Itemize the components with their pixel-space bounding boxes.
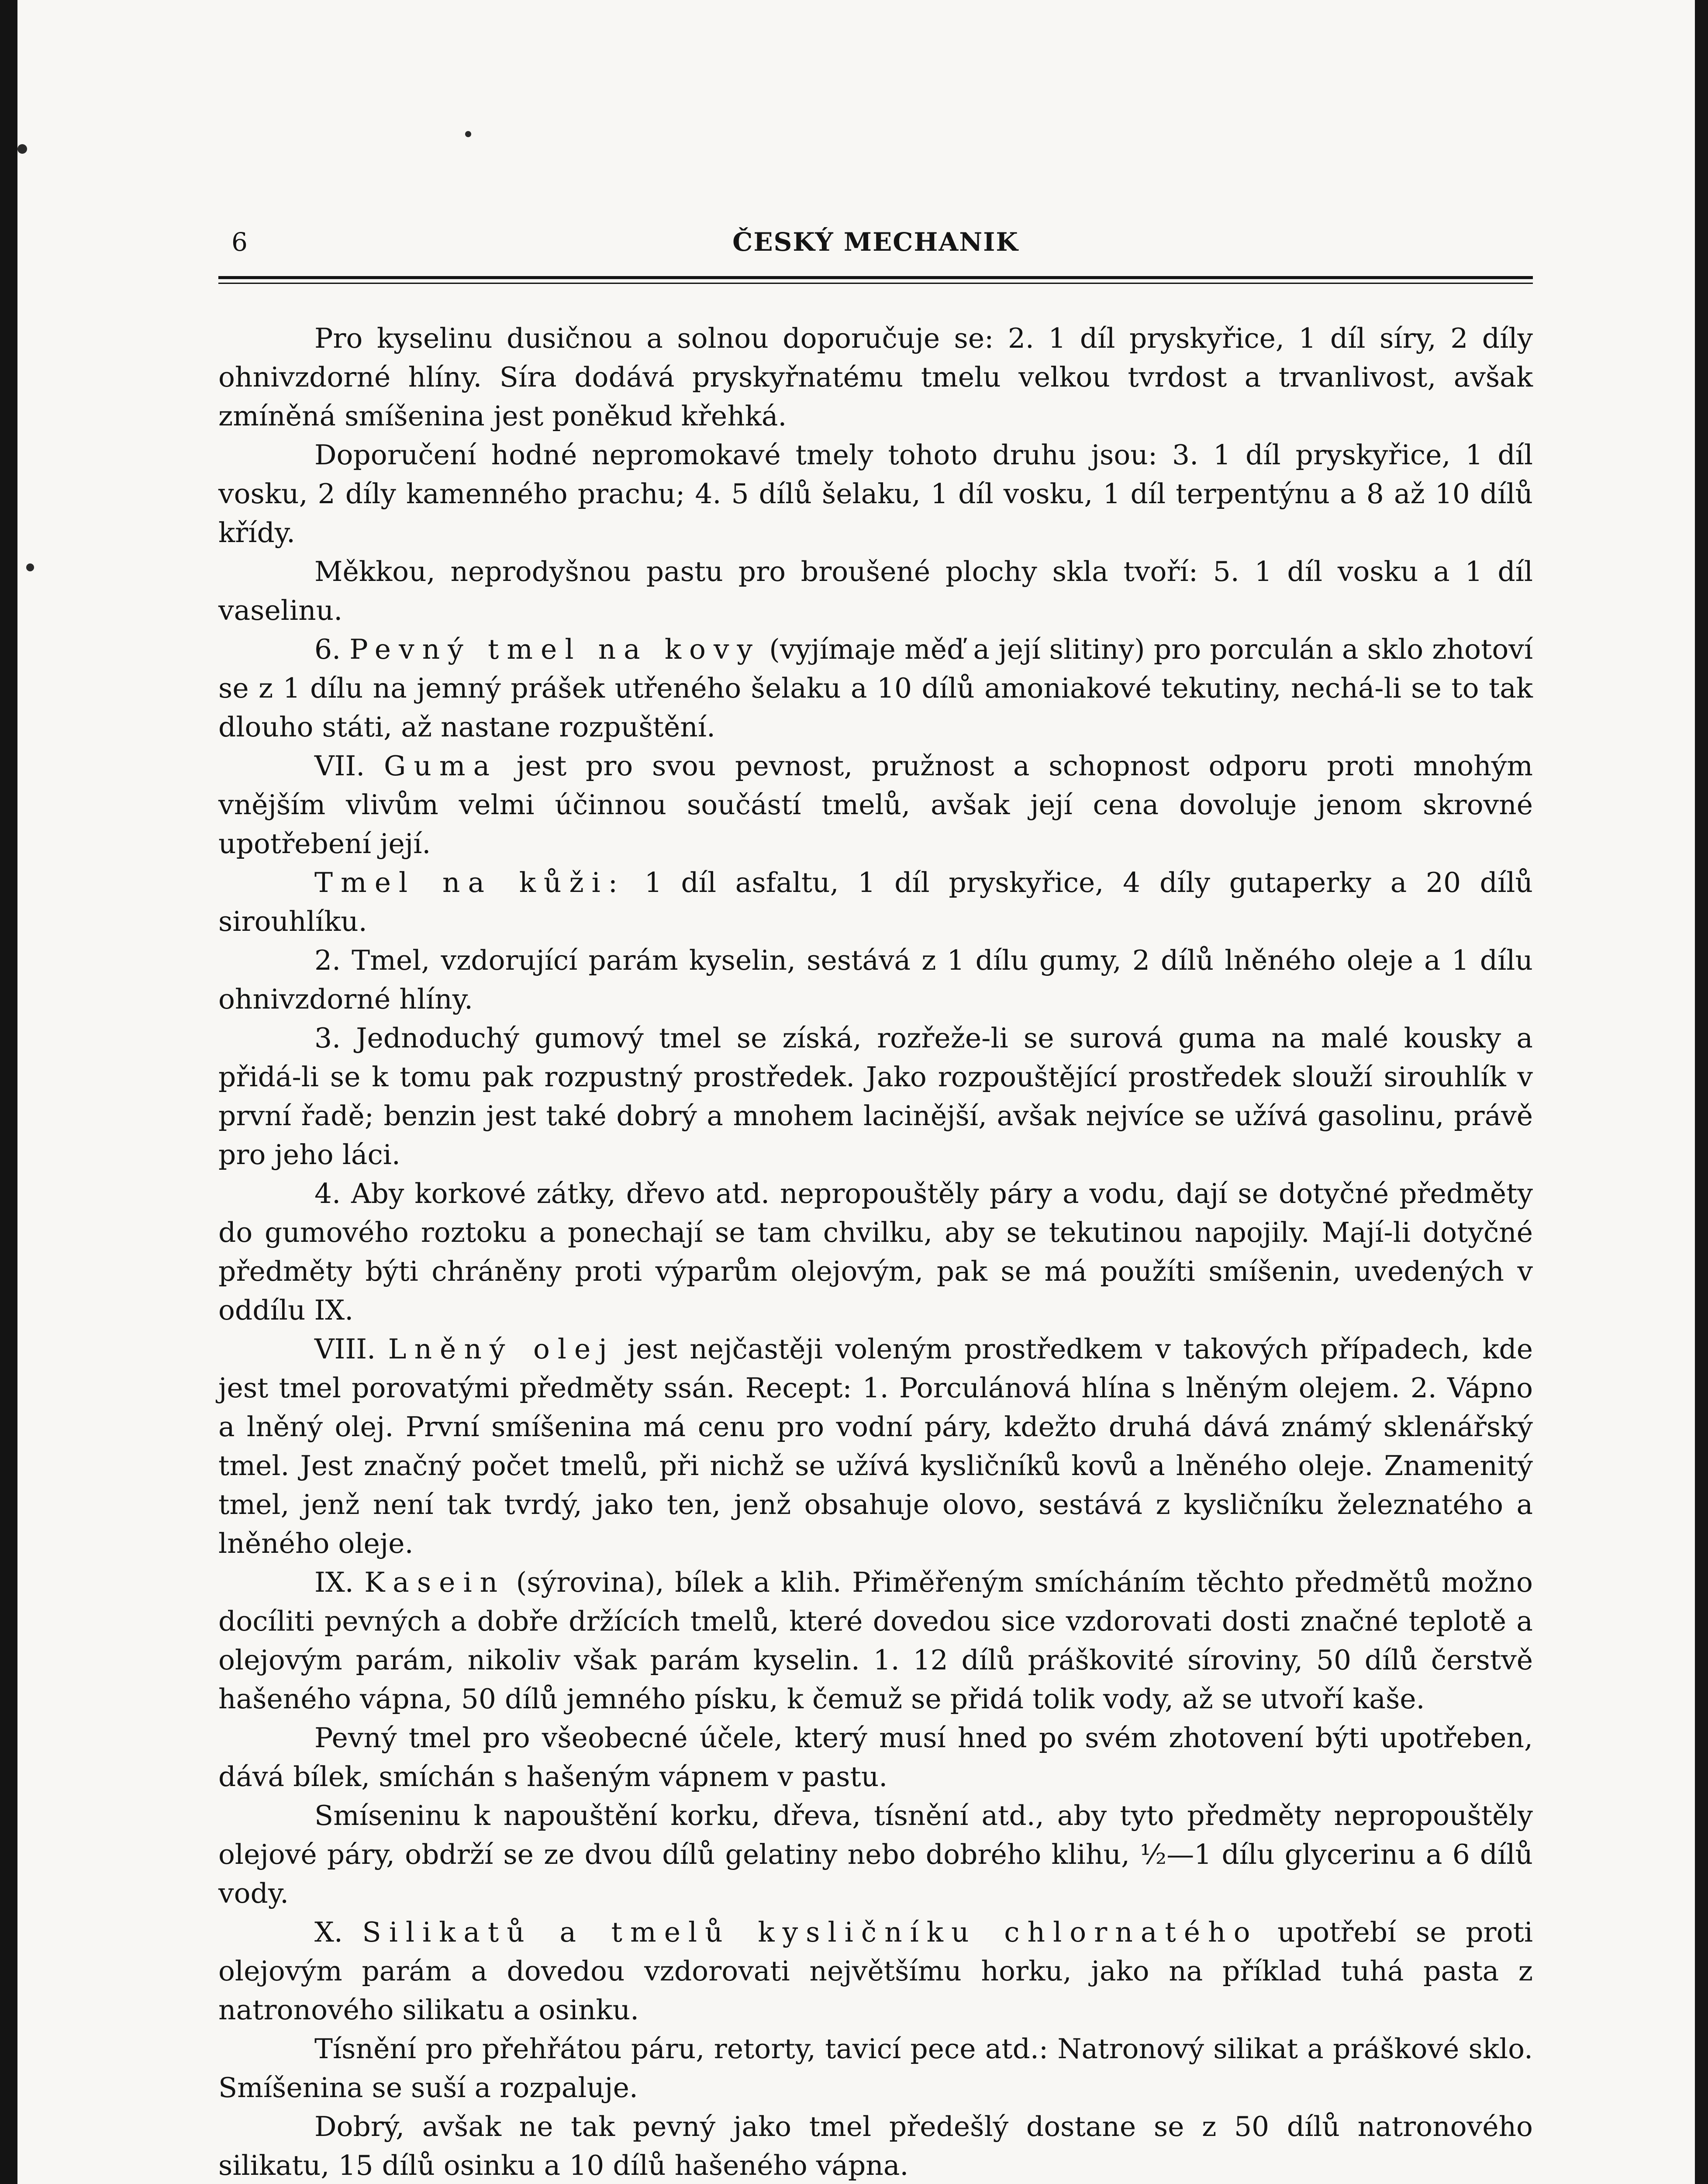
paragraph: VII. Guma jest pro svou pevnost, pružnost a schopnost odporu proti mnohým vnějším vlivům velmi účinnou součástí tmelů, avšak její cena dovoluje jenom skrovné upotřebení její. — [218, 750, 1533, 860]
paragraph: Dobrý, avšak ne tak pevný jako tmel předešlý dostane se z 50 dílů natronového silikatu, 15 dílů osinku a 10 dílů hašeného vápna. — [218, 2111, 1533, 2181]
paragraph: Pevný tmel pro všeobecné účele, který musí hned po svém zhotovení býti upotřeben, dává bílek, smíchán s hašeným vápnem v pastu. — [218, 1722, 1533, 1793]
spaced-term: Pevný tmel na kovy — [349, 633, 761, 665]
paragraph: X. Silikatů a tmelů kysličníku chlornatého upotřebí se proti olejovým parám a dovedou vzdorovati největšímu horku, jako na příklad tuhá pasta z natronového silikatu a osinku. — [218, 1916, 1533, 2026]
paragraph: 4. Aby korkové zátky, dřevo atd. nepropouštěly páry a vodu, dají se dotyčné předměty do gumového roztoku a ponechají se tam chvilku, aby se tekutinou napojily. Mají-li dotyčné předměty býti chráněny proti výparům olejovým, pak se má použíti smíšenin, uvedených v oddílu IX. — [218, 1178, 1533, 1326]
paragraph: 2. Tmel, vzdorující parám kyselin, sestává z 1 dílu gumy, 2 dílů lněného oleje a 1 dílu ohnivzdorné hlíny. — [218, 944, 1533, 1015]
spaced-term: Silikatů a tmelů kysličníku chlornatého — [362, 1916, 1258, 1948]
paragraph: Smíseninu k napouštění korku, dřeva, tísnění atd., aby tyto předměty nepropouštěly olejové páry, obdrží se ze dvou dílů gelatiny nebo dobrého klihu, ½—1 dílu glycerinu a 6 dílů vody. — [218, 1800, 1533, 1909]
paragraph: 3. Jednoduchý gumový tmel se získá, rozřeže-li se surová guma na malé kousky a přidá-li se k tomu pak rozpustný prostředek. Jako rozpouštějící prostředek slouží sirouhlík v první řadě; benzin jest také dobrý a mnohem lacinější, avšak nejvíce se užívá gasolinu, právě pro jeho láci. — [218, 1022, 1533, 1171]
running-title: ČESKÝ MECHANIK — [732, 227, 1019, 257]
paragraph: Pro kyselinu dusičnou a solnou doporučuje se: 2. 1 díl pryskyřice, 1 díl síry, 2 díly ohnivzdorné hlíny. Síra dodává pryskyřnatému tmelu velkou tvrdost a trvanlivost, avšak zmíněná smíšenina jest poněkud křehká. — [218, 322, 1533, 432]
paragraph: IX. Kasein (sýrovina), bílek a klih. Přiměřeným smícháním těchto předmětů možno docíliti pevných a dobře držících tmelů, které dovedou sice vzdorovati dosti značné teplotě a olejovým parám, nikoliv však parám kyselin. 1. 12 dílů práškovité síroviny, 50 dílů čerstvě hašeného vápna, 50 dílů jemného písku, k čemuž se přidá tolik vody, až se utvoří kaše. — [218, 1566, 1533, 1715]
header-rule-thin — [218, 283, 1533, 284]
ink-speck — [17, 144, 27, 154]
scan-edge-right — [1695, 0, 1708, 2184]
spaced-term: Tmel na kůži: — [314, 867, 626, 898]
paragraph: Měkkou, neprodyšnou pastu pro broušené plochy skla tvoří: 5. 1 díl vosku a 1 díl vaselinu. — [218, 556, 1533, 626]
paragraph: Tísnění pro přehřátou páru, retorty, tavicí pece atd.: Natronový silikat a práškové sklo. Smíšenina se suší a rozpaluje. — [218, 2033, 1533, 2104]
spaced-term: Guma — [383, 750, 498, 782]
ink-speck — [26, 563, 34, 571]
page-header — [218, 227, 1533, 266]
ink-speck — [465, 131, 471, 137]
body-text — [218, 319, 1533, 2184]
paragraph: Tmel na kůži: 1 díl asfaltu, 1 díl pryskyřice, 4 díly gutaperky a 20 dílů sirouhlíku. — [218, 867, 1533, 937]
page-number: 6 — [231, 227, 248, 257]
paragraph: 6. Pevný tmel na kovy (vyjímaje měď a její slitiny) pro porculán a sklo zhotoví se z 1 dílu na jemný prášek utřeného šelaku a 10 dílů amoniakové tekutiny, nechá-li se to tak dlouho státi, až nastane rozpuštění. — [218, 633, 1533, 743]
scan-edge-left — [0, 0, 17, 2184]
spaced-term: Kasein — [364, 1566, 506, 1598]
document-page — [218, 227, 1533, 2184]
header-rule-thick — [218, 276, 1533, 279]
paragraph: Doporučení hodné nepromokavé tmely tohoto druhu jsou: 3. 1 díl pryskyřice, 1 díl vosku, 2 díly kamenného prachu; 4. 5 dílů šelaku, 1 díl vosku, 1 díl terpentýnu a 8 až 10 dílů křídy. — [218, 439, 1533, 549]
paragraph: VIII. Lněný olej jest nejčastěji voleným prostředkem v takových případech, kde jest tmel porovatými předměty ssán. Recept: 1. Porculánová hlína s lněným olejem. 2. Vápno a lněný olej. První smíšenina má cenu pro vodní páry, kdežto druhá dává známý sklenářský tmel. Jest značný počet tmelů, při nichž se užívá kysličníků kovů a lněného oleje. Znamenitý tmel, jenž není tak tvrdý, jako ten, jenž obsahuje olovo, sestává z kysličníku železnatého a lněného oleje. — [218, 1333, 1533, 1559]
spaced-term: Lněný olej — [388, 1333, 615, 1365]
